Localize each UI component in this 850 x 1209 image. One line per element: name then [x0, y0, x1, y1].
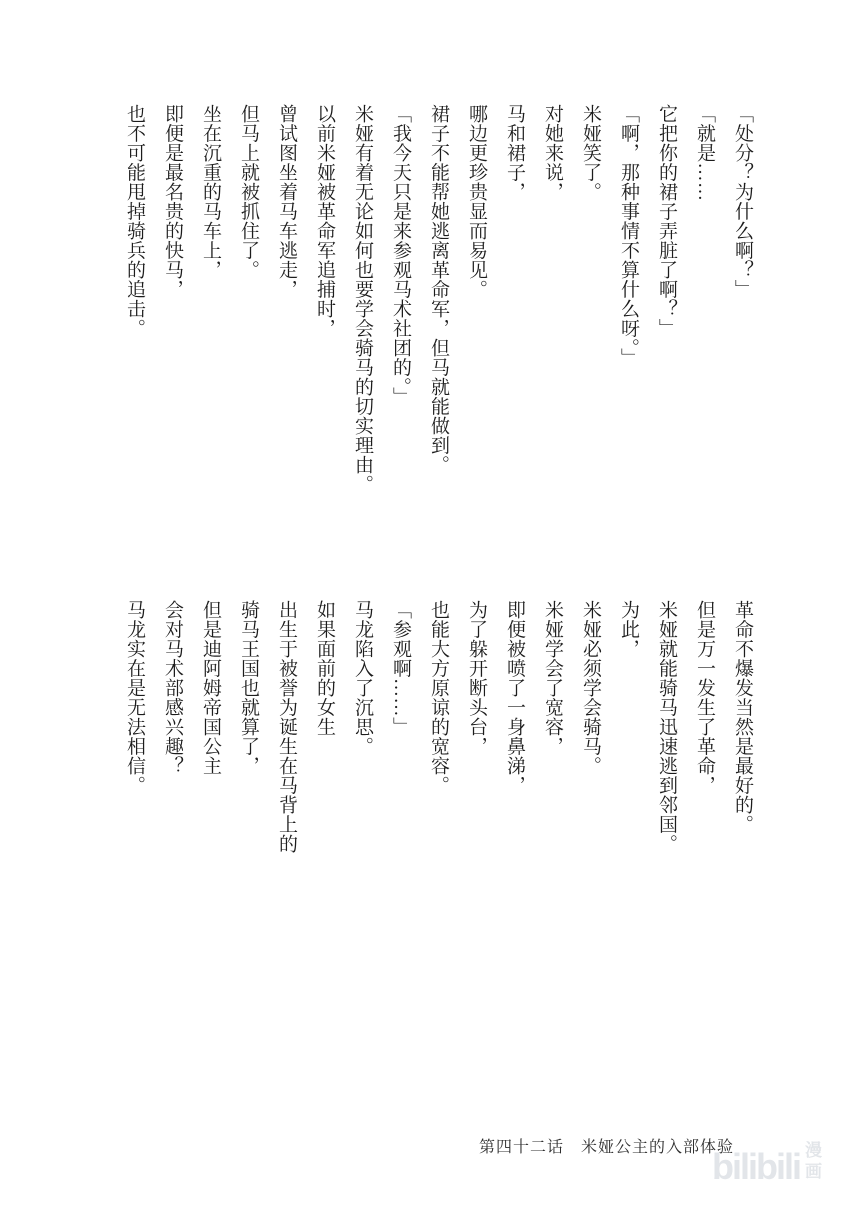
text-column: 哪边更珍贵显而易见。 [466, 104, 487, 299]
text-column: 但马上就被抓住了。 [238, 104, 259, 280]
watermark-manga-label [805, 1140, 822, 1182]
text-column: 马龙实在是无法相信。 [124, 600, 145, 795]
text-column: 「啊，那种事情不算什么呀。」 [618, 104, 639, 368]
text-column: 会对马术部感兴趣？ [162, 600, 183, 776]
text-column: 坐在沉重的马车上， [200, 104, 221, 280]
text-block-bottom [115, 600, 761, 1060]
text-column: 为了躲开断头台， [466, 600, 487, 756]
bilibili-watermark [712, 1140, 822, 1185]
text-column: 「就是…… [694, 104, 715, 202]
text-column: 但是迪阿姆帝国公主 [200, 600, 221, 776]
text-column: 曾试图坐着马车逃走， [276, 104, 297, 299]
watermark-manga-char-top: 漫 [805, 1141, 822, 1160]
text-column: 米娅笑了。 [580, 104, 601, 202]
text-column: 出生于被誉为诞生在马背上的 [276, 600, 297, 854]
watermark-manga-char-bottom: 画 [805, 1162, 822, 1181]
text-column: 革命不爆发当然是最好的。 [732, 600, 753, 834]
bilibili-logo-text: bilibili [712, 1146, 800, 1187]
text-column: 也不可能甩掉骑兵的追击。 [124, 104, 145, 338]
text-column: 以前米娅被革命军追捕时， [314, 104, 335, 338]
text-column: 骑马王国也就算了， [238, 600, 259, 776]
text-column: 裙子不能帮她逃离革命军，但马就能做到。 [428, 104, 449, 475]
text-column: 米娅学会了宽容， [542, 600, 563, 756]
text-column: 「参观啊……」 [390, 600, 411, 737]
text-column: 即便是最名贵的快马， [162, 104, 183, 299]
text-column: 米娅就能骑马迅速逃到邻国。 [656, 600, 677, 854]
text-column: 它把你的裙子弄脏了啊？」 [656, 104, 677, 338]
text-column: 如果面前的女生 [314, 600, 335, 737]
text-column: 「我今天只是来参观马术社团的。」 [390, 104, 411, 407]
chapter-title: 第四十二话 米娅公主的入部体验 [479, 1139, 735, 1156]
text-column: 为此， [618, 600, 639, 659]
text-column: 「处分？为什么啊？」 [732, 104, 753, 299]
text-column: 马龙陷入了沉思。 [352, 600, 373, 756]
text-column: 但是万一发生了革命， [694, 600, 715, 795]
text-column: 米娅必须学会骑马。 [580, 600, 601, 776]
text-column: 马和裙子， [504, 104, 525, 202]
text-column: 对她来说， [542, 104, 563, 202]
text-block-top [115, 104, 761, 664]
text-column: 也能大方原谅的宽容。 [428, 600, 449, 795]
text-column: 即便被喷了一身鼻涕， [504, 600, 525, 795]
text-column: 米娅有着无论如何也要学会骑马的切实理由。 [352, 104, 373, 494]
